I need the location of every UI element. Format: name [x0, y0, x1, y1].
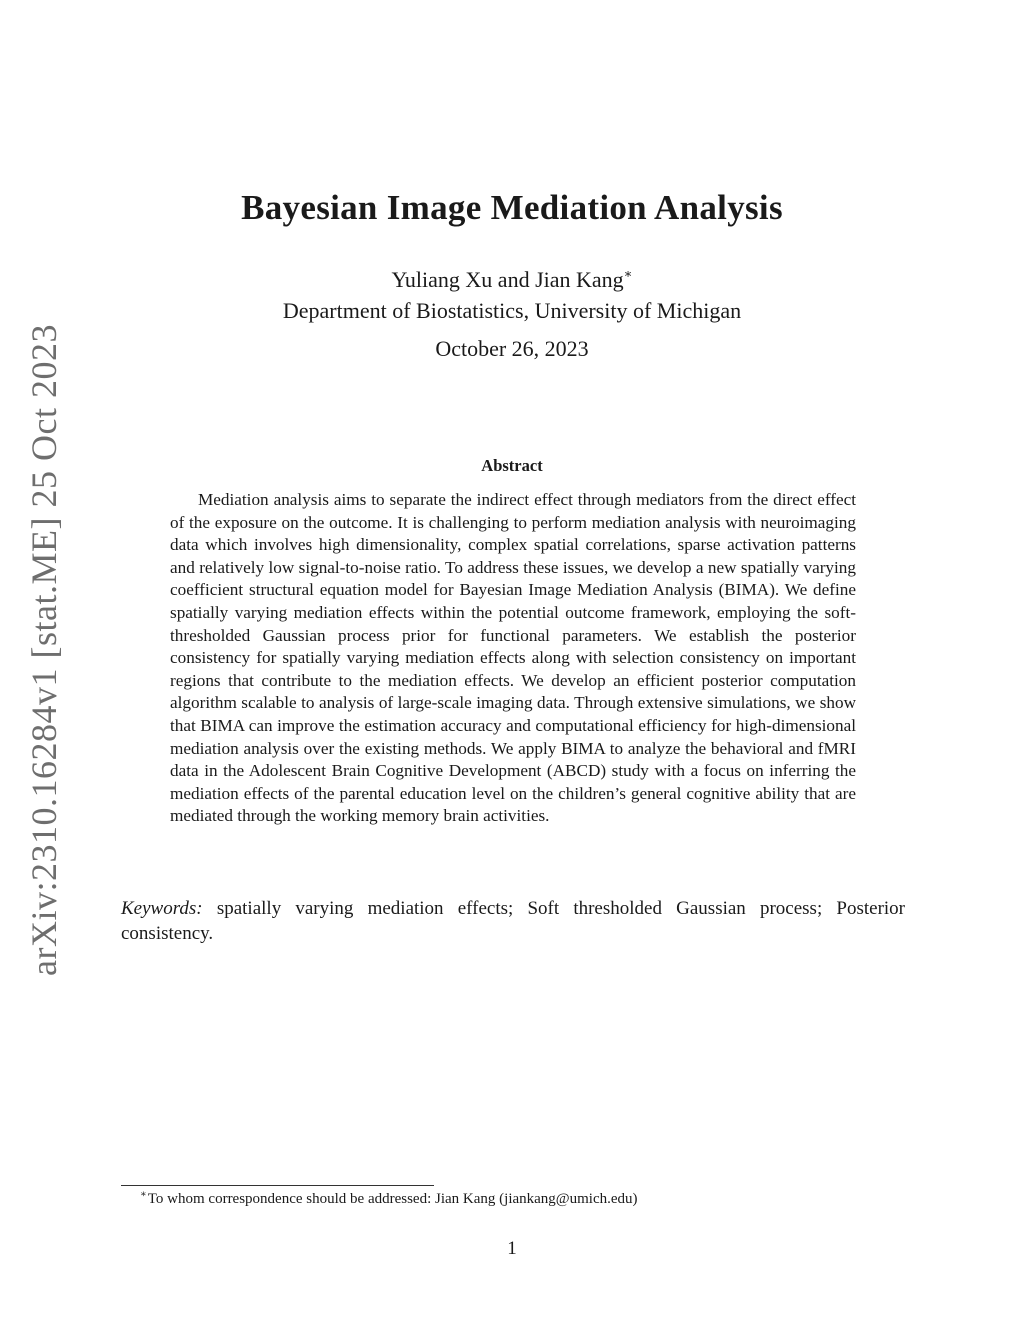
publication-date: October 26, 2023: [435, 336, 589, 361]
paper-title: Bayesian Image Mediation Analysis: [241, 188, 783, 227]
keywords-label: Keywords:: [121, 898, 203, 919]
footnote-text: To whom correspondence should be addressed: Jian Kang (jiankang@umich.edu): [147, 1191, 638, 1207]
affiliation: Department of Biostatistics, University of Michigan: [282, 298, 742, 323]
page-number: 1: [507, 1238, 517, 1259]
footnote: [140, 1189, 638, 1208]
footnote-divider: [121, 1185, 434, 1186]
author-line: [0, 258, 1024, 295]
footnote-marker: ∗: [140, 1189, 147, 1200]
keywords: [121, 896, 905, 946]
author-block: [0, 258, 1024, 326]
keywords-text: spatially varying mediation effects; Soft thresholded Gaussian process; Posterior consistency.: [121, 898, 906, 944]
arxiv-identifier-stamp: arXiv:2310.16284v1 [stat.ME] 25 Oct 2023: [24, 324, 64, 976]
author-names: Yuliang Xu and Jian Kang: [391, 267, 624, 292]
abstract-heading: Abstract: [481, 456, 543, 475]
abstract-text: Mediation analysis aims to separate the indirect effect through mediators from the direct effect of the exposure on the outcome. It is challenging to perform mediation analysis with neuroimaging data which involves high dimensionality, complex spatial correlations, sparse activation patterns and relatively low signal-to-noise ratio. To address these issues, we develop a new spatially varying coefficient structural equation model for Bayesian Image Mediation Analysis (BIMA). We define spatially varying mediation effects within the potential outcome framework, employing the soft-thresholded Gaussian process prior for functional parameters. We establish the posterior consistency for spatially varying mediation effects along with selection consistency on important regions that contribute to the mediation effects. We develop an efficient posterior computation algorithm scalable to analysis of large-scale imaging data. Through extensive simulations, we show that BIMA can improve the estimation accuracy and computational efficiency for high-dimensional mediation analysis over the existing methods. We apply BIMA to analyze the behavioral and fMRI data in the Adolescent Brain Cognitive Development (ABCD) study with a focus on inferring the mediation effects of the parental education level on the children’s general cognitive ability that are mediated through the working memory brain activities.: [170, 490, 856, 826]
author-footnote-marker: ∗: [623, 266, 633, 281]
